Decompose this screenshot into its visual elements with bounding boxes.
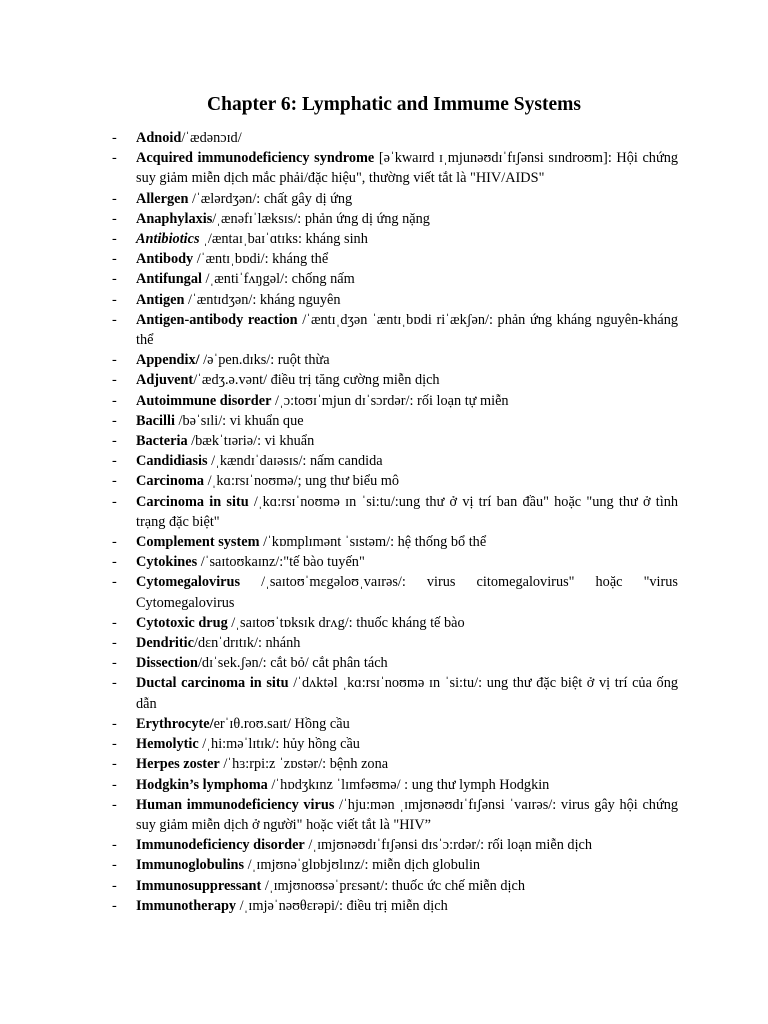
glossary-term: Dissection — [136, 655, 198, 672]
glossary-term: Complement system — [136, 534, 260, 551]
list-bullet: - — [112, 251, 117, 268]
glossary-entry — [112, 855, 678, 875]
glossary-entry — [112, 673, 678, 713]
list-bullet: - — [112, 796, 117, 813]
glossary-term: Bacilli — [136, 412, 175, 429]
glossary-term: Adnoid — [136, 130, 182, 146]
glossary-definition: erˈɪθ.roʊ.saɪt/ Hồng cầu — [213, 715, 350, 732]
glossary-entry — [112, 653, 678, 673]
glossary-definition: /ˈdʌktəl ˌkɑ:rsɪˈnoʊmə ɪn ˈsi:tu/: ung thư đặc biệt ở vị trí của ống dẫn — [136, 675, 678, 712]
list-bullet: - — [112, 776, 117, 793]
glossary-term: Immunodeficiency disorder — [136, 837, 305, 854]
list-bullet: - — [112, 231, 117, 248]
glossary-list — [112, 128, 678, 916]
glossary-term: Carcinoma — [136, 473, 205, 490]
glossary-term: Cytomegalovirus — [136, 574, 241, 591]
glossary-definition: ˌ/æntaɪˌbaɪˈɑtɪks: kháng sinh — [199, 231, 368, 248]
glossary-term: Dendritic — [136, 635, 194, 652]
glossary-definition: /ˈæntɪˌdʒən ˈæntɪˌbɒdi riˈækʃən/: phản ứng kháng nguyên-kháng thể — [136, 311, 678, 349]
glossary-definition: /əˈpen.dɪks/: ruột thừa — [199, 352, 330, 369]
list-bullet: - — [112, 857, 117, 874]
glossary-definition: /dɛnˈdrɪtɪk/: nhánh — [193, 635, 301, 652]
glossary-entry — [112, 209, 678, 229]
glossary-entry — [112, 835, 678, 855]
glossary-definition: /ˈhju:mən ˌɪmjʊnəʊdɪˈfɪʃənsi ˈvaɪrəs/: virus gây hội chứng suy giảm miễn dịch ở người" hoặc viết tắt là "HIV” — [136, 796, 678, 833]
glossary-term: Antibody — [136, 251, 194, 268]
glossary-definition: [əˈkwaɪrd ɪˌmjunəʊdɪˈfɪʃənsi sɪndroʊm]: Hội chứng suy giảm miễn dịch mắc phải/đặc hiệu", thường viết tắt là "HIV/AIDS" — [136, 150, 678, 187]
glossary-definition: /ˌsaɪtoʊˈmɛgəloʊˌvaɪrəs/: virus citomegalovirus" hoặc "virus Cytomegalovirus — [136, 574, 678, 611]
list-bullet: - — [112, 574, 117, 591]
list-bullet: - — [112, 877, 117, 894]
list-bullet: - — [112, 493, 117, 510]
page-title: Chapter 6: Lymphatic and Immume Systems — [207, 94, 581, 115]
glossary-definition: /ˌhi:məˈlɪtɪk/: hủy hồng cầu — [198, 736, 360, 753]
glossary-definition: /ˈkɒmplɪmənt ˈsɪstəm/: hệ thống bổ thể — [259, 534, 487, 551]
list-bullet: - — [112, 392, 117, 409]
glossary-entry — [112, 249, 678, 269]
list-bullet: - — [112, 655, 117, 672]
list-bullet: - — [112, 715, 117, 732]
glossary-definition: /ˌæntiˈfʌŋgəl/: chống nấm — [201, 271, 355, 288]
glossary-term: Acquired immunodeficiency syndrome — [136, 150, 375, 167]
glossary-term: Candidiasis — [136, 453, 208, 470]
glossary-term: Hodgkin’s lymphoma — [136, 776, 268, 793]
glossary-entry — [112, 714, 678, 734]
glossary-term: Human immunodeficiency virus — [136, 796, 335, 813]
list-bullet: - — [112, 756, 117, 773]
glossary-definition: /ˈæntɪdʒən/: kháng nguyên — [184, 291, 341, 308]
glossary-definition: /ˈhɒdʒkɪnz ˈlɪmfəʊmə/ : ung thư lymph Hodgkin — [267, 776, 550, 793]
glossary-term: Anaphylaxis — [136, 210, 213, 227]
list-bullet: - — [112, 736, 117, 753]
glossary-term: Hemolytic — [136, 736, 199, 753]
glossary-term: Autoimmune disorder — [136, 392, 272, 409]
glossary-term: Herpes zoster — [136, 756, 220, 773]
glossary-entry — [112, 269, 678, 289]
glossary-term: Allergen — [136, 190, 189, 207]
glossary-term: Antigen-antibody reaction — [136, 311, 298, 328]
glossary-definition: /ˌɪmjəˈnəʊθɛrəpi/: điều trị miễn dịch — [236, 897, 448, 914]
glossary-entry — [112, 532, 678, 552]
glossary-definition: /ˌɪmjʊnəˈglɒbjʊlɪnz/: miễn dịch globulin — [244, 857, 481, 874]
list-bullet: - — [112, 130, 117, 146]
glossary-entry — [112, 734, 678, 754]
list-bullet: - — [112, 473, 117, 490]
list-bullet: - — [112, 190, 117, 207]
list-bullet: - — [112, 675, 117, 692]
glossary-term: Appendix/ — [136, 352, 200, 369]
glossary-entry — [112, 350, 678, 370]
glossary-entry — [112, 148, 678, 188]
list-bullet: - — [112, 554, 117, 571]
glossary-term: Ductal carcinoma in situ — [136, 675, 289, 692]
glossary-definition: /ˈæntɪˌbɒdi/: kháng thể — [193, 251, 329, 268]
glossary-term: Antifungal — [136, 271, 202, 288]
glossary-definition: /bəˈsɪli/: vi khuẩn que — [174, 412, 304, 429]
list-bullet: - — [112, 291, 117, 308]
glossary-entry — [112, 613, 678, 633]
glossary-definition: /ˌkændɪˈdaɪəsɪs/: nấm candida — [207, 453, 383, 470]
glossary-term: Immunotherapy — [136, 897, 237, 914]
glossary-definition: /ˌɪmjʊnoʊsəˈprɛsənt/: thuốc ức chế miễn dịch — [261, 877, 525, 894]
list-bullet: - — [112, 311, 117, 328]
list-bullet: - — [112, 210, 117, 227]
glossary-entry — [112, 572, 678, 612]
glossary-entry — [112, 775, 678, 795]
list-bullet: - — [112, 453, 117, 470]
glossary-entry — [112, 492, 678, 532]
list-bullet: - — [112, 150, 117, 167]
glossary-term: Immunoglobulins — [136, 857, 245, 874]
glossary-entry — [112, 189, 678, 209]
glossary-entry — [112, 552, 678, 572]
glossary-term: Cytokines — [136, 554, 198, 571]
list-bullet: - — [112, 614, 117, 631]
list-bullet: - — [112, 534, 117, 551]
list-bullet: - — [112, 433, 117, 450]
glossary-entry — [112, 370, 678, 390]
glossary-definition: /ˌkɑ:rsɪˈnoʊmə ɪn ˈsi:tu/:ung thư ở vị trí ban đầu" hoặc "ung thư ở tình trạng đặc biệt" — [136, 493, 678, 530]
glossary-entry — [112, 431, 678, 451]
glossary-definition: /dɪˈsek.ʃən/: cắt bỏ/ cắt phân tách — [197, 655, 388, 672]
glossary-term: Immunosuppressant — [136, 877, 262, 894]
list-bullet: - — [112, 837, 117, 854]
glossary-entry — [112, 310, 678, 350]
glossary-definition: /bækˈtɪəriə/: vi khuẩn — [187, 433, 315, 450]
list-bullet: - — [112, 897, 117, 914]
glossary-entry — [112, 391, 678, 411]
list-bullet: - — [112, 635, 117, 652]
glossary-term: Adjuvent — [136, 372, 194, 389]
glossary-definition: /ˌɪmjʊnəʊdɪˈfɪʃənsi dɪsˈɔ:rdər/: rối loạn miễn dịch — [304, 837, 593, 854]
list-bullet: - — [112, 271, 117, 288]
glossary-definition: /ˈsaɪtoʊkaɪnz/:"tế bào tuyến" — [197, 554, 365, 571]
glossary-entry — [112, 451, 678, 471]
glossary-entry — [112, 290, 678, 310]
glossary-term: Cytotoxic drug — [136, 614, 228, 631]
glossary-entry — [112, 896, 678, 916]
glossary-entry — [112, 795, 678, 835]
glossary-term: Antigen — [136, 291, 185, 308]
list-bullet: - — [112, 372, 117, 389]
glossary-definition: /ˌænəfɪˈlæksɪs/: phản ứng dị ứng nặng — [212, 210, 430, 227]
glossary-entry — [112, 411, 678, 431]
list-bullet: - — [112, 412, 117, 429]
glossary-term: Erythrocyte/ — [136, 715, 214, 732]
glossary-entry — [112, 633, 678, 653]
glossary-entry — [112, 471, 678, 491]
glossary-definition: /ˈædənɔɪd/ — [181, 130, 242, 146]
glossary-term: Antibiotics — [136, 231, 200, 248]
glossary-entry — [112, 754, 678, 774]
glossary-entry — [112, 229, 678, 249]
glossary-definition: /ˌsaɪtoʊˈtɒksɪk drʌg/: thuốc kháng tế bào — [227, 614, 465, 631]
glossary-entry — [112, 876, 678, 896]
glossary-definition: /ˈædʒ.ə.vənt/ điều trị tăng cường miễn dịch — [193, 372, 440, 389]
glossary-term: Carcinoma in situ — [136, 493, 249, 510]
list-bullet: - — [112, 352, 117, 369]
glossary-definition: /ˈhɜ:rpi:z ˈzɒstər/: bệnh zona — [219, 756, 389, 773]
glossary-definition: /ˈælərdʒən/: chất gây dị ứng — [188, 190, 353, 207]
glossary-entry — [112, 128, 678, 148]
glossary-term: Bacteria — [136, 433, 188, 450]
glossary-definition: /ˌkɑ:rsɪˈnoʊmə/; ung thư biểu mô — [204, 473, 400, 490]
glossary-definition: /ˌɔ:toʊɪˈmjun dɪˈsɔrdər/: rối loạn tự miễn — [271, 392, 509, 409]
